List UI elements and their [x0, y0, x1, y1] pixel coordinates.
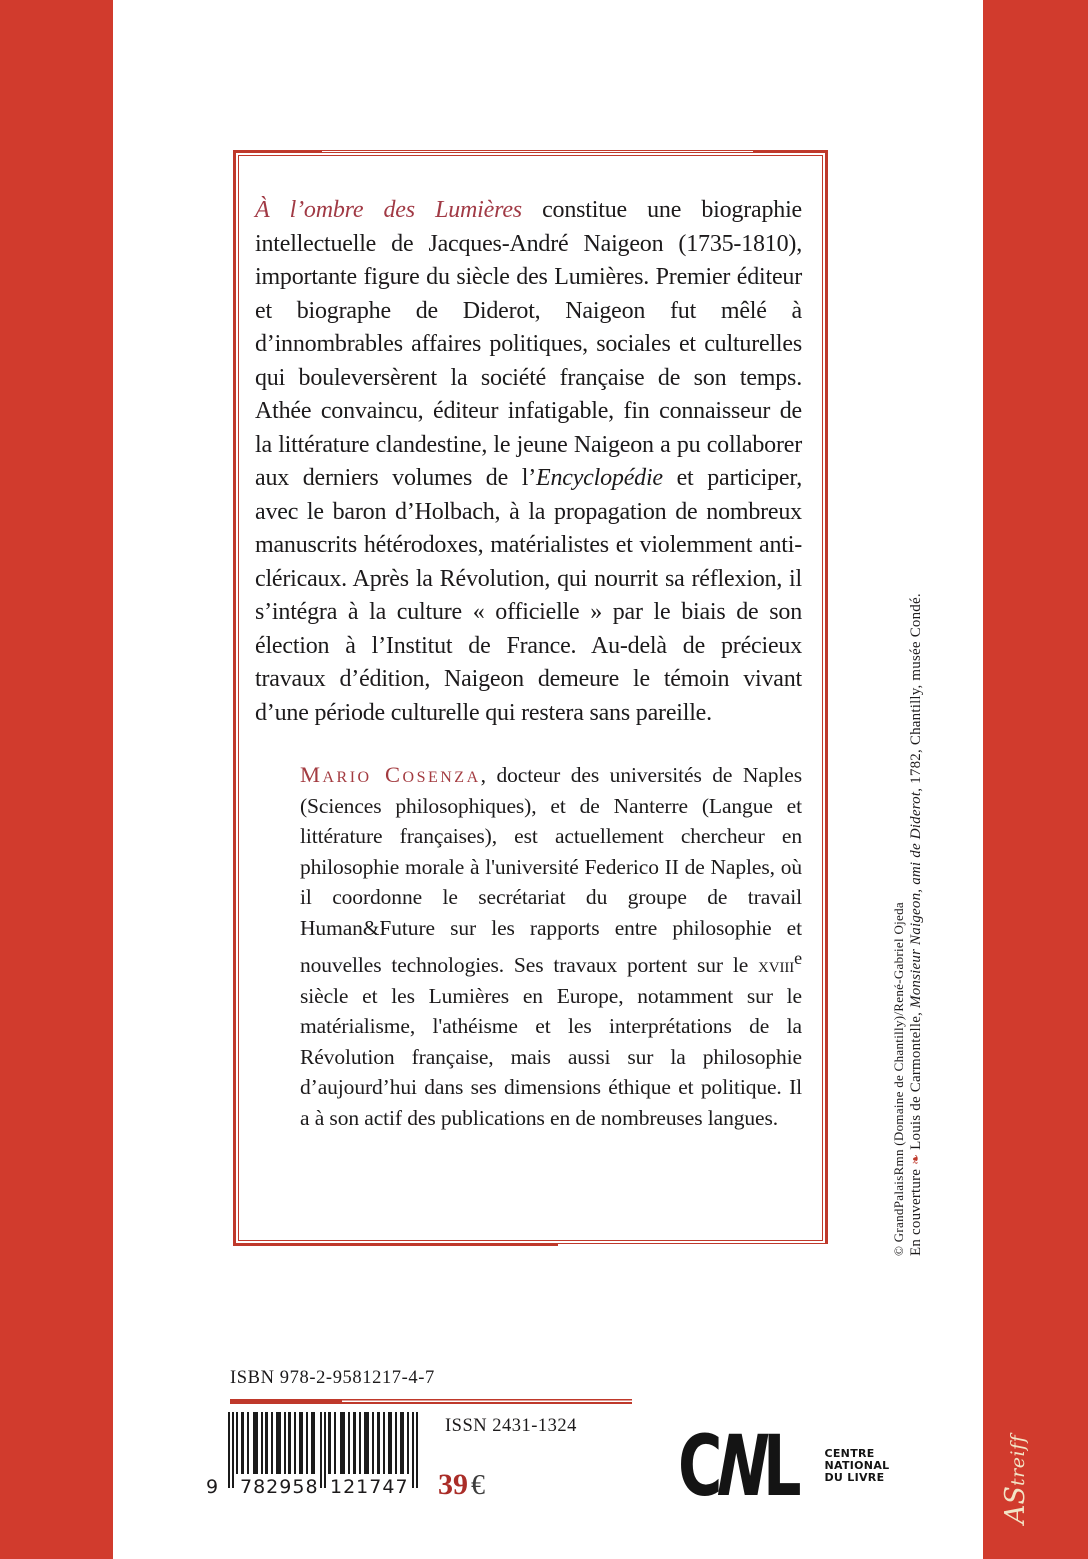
left-red-band [0, 0, 113, 1559]
blurb-text-1: constitue une biographie intellectuelle de Jacques-André Naigeon (1735-1810), importante figure du siècle des Lumières. Premier éditeur et biographe de Diderot, Naigeon fut mêlé à d’innombrables affaires politiques, sociales et culturelles qui bouleversèrent la société française de son temps. Athée convaincu, éditeur infatigable, fin connaisseur de la littérature clandestine, le jeune Naigeon a pu collaborer aux derniers volumes de l’ [255, 197, 802, 491]
separator-rule-thick [230, 1399, 342, 1404]
blurb-paragraph [255, 194, 802, 730]
encyclopedie-italic: Encyclopédie [536, 465, 663, 491]
cnl-label-line1: CENTRE [824, 1447, 875, 1460]
publisher-name-rest: treiff [1007, 1434, 1029, 1486]
issn-text: ISSN 2431-1324 [445, 1416, 577, 1436]
blurb-text-2: et participer, avec le baron d’Holbach, à la propagation de nombreux manuscrits hétérodoxes, matérialistes et violemment anti-cléricaux. Après la Révolution, qui nourrit sa réflexion, il s’intégra à la culture « officielle » par le biais de son élection à l’Institut de France. Au-delà de précieux travaux d’édition, Naigeon demeure le témoin vivant d’une période culturelle qui restera sans pareille. [255, 465, 802, 726]
bio-text-2: siècle et les Lumières en Europe, notamment sur le matérialisme, l'athéisme et les interprétations de la Révolution française, mais aussi sur la philosophie d’aujourd’hui dans ses dimensions éthique et politique. Il a à son actif des publications en de nombreuses langues. [300, 983, 802, 1130]
box-top-rule-split [322, 151, 753, 152]
credit-artist: Louis de Carmontelle, [908, 1007, 924, 1154]
barcode-digit-group1: 782958 [240, 1476, 319, 1498]
credit-prefix: En couverture [908, 1164, 924, 1256]
box-content [239, 156, 822, 1240]
cnl-label [825, 1448, 890, 1508]
copyright-credit-line: © GrandPalaisRmn (Domaine de Chantilly)/René-Gabriel Ojeda [891, 902, 906, 1256]
box-bottom-rule-split [558, 1244, 828, 1246]
fleuron-icon: ❧ [909, 1153, 924, 1165]
price-value: 39 [438, 1468, 468, 1501]
right-red-band [983, 0, 1088, 1559]
blurb-box [233, 150, 828, 1246]
bio-text-1: , docteur des universités de Naples (Sciences philosophiques), et de Nanterre (Langue et littérature françaises), est actuellement chercheur en philosophie morale à l'université Federico II de Naples, où il coordonne le secrétariat du groupe de travail Human&Future sur les rapports entre philosophie et nouvelles technologies. Ses travaux portent sur le [300, 763, 803, 978]
cnl-letter-n: N [708, 1417, 772, 1515]
century-smallcaps: xviii [757, 953, 795, 978]
price [438, 1468, 485, 1502]
cnl-letter-c: C [678, 1417, 718, 1515]
cnl-label-line2: NATIONAL [824, 1459, 890, 1472]
euro-sign: € [471, 1470, 485, 1501]
publisher-initials: AS [1000, 1486, 1031, 1524]
cnl-label-line3: DU LIVRE [824, 1471, 885, 1484]
barcode-digit-group2: 121747 [330, 1476, 409, 1498]
cnl-letter-l: L [762, 1417, 797, 1515]
author-name: Mario Cosenza [300, 762, 481, 787]
cover-credit-line [908, 593, 925, 1256]
artwork-title: Monsieur Naigeon, ami de Diderot [908, 791, 924, 1008]
separator-rule [230, 1399, 632, 1404]
cnl-logo [678, 1417, 890, 1515]
publisher-mark [1000, 1435, 1031, 1524]
bio-paragraph [300, 760, 802, 1133]
barcode-digit-lead: 9 [206, 1476, 219, 1498]
isbn-text: ISBN 978-2-9581217-4-7 [230, 1368, 435, 1388]
credit-suffix: , 1782, Chantilly, musée Condé. [908, 593, 924, 792]
cnl-acronym [678, 1417, 797, 1515]
book-title: À l’ombre des Lumières [255, 197, 522, 223]
separator-rule-double [342, 1399, 632, 1404]
century-superscript: e [794, 948, 802, 968]
